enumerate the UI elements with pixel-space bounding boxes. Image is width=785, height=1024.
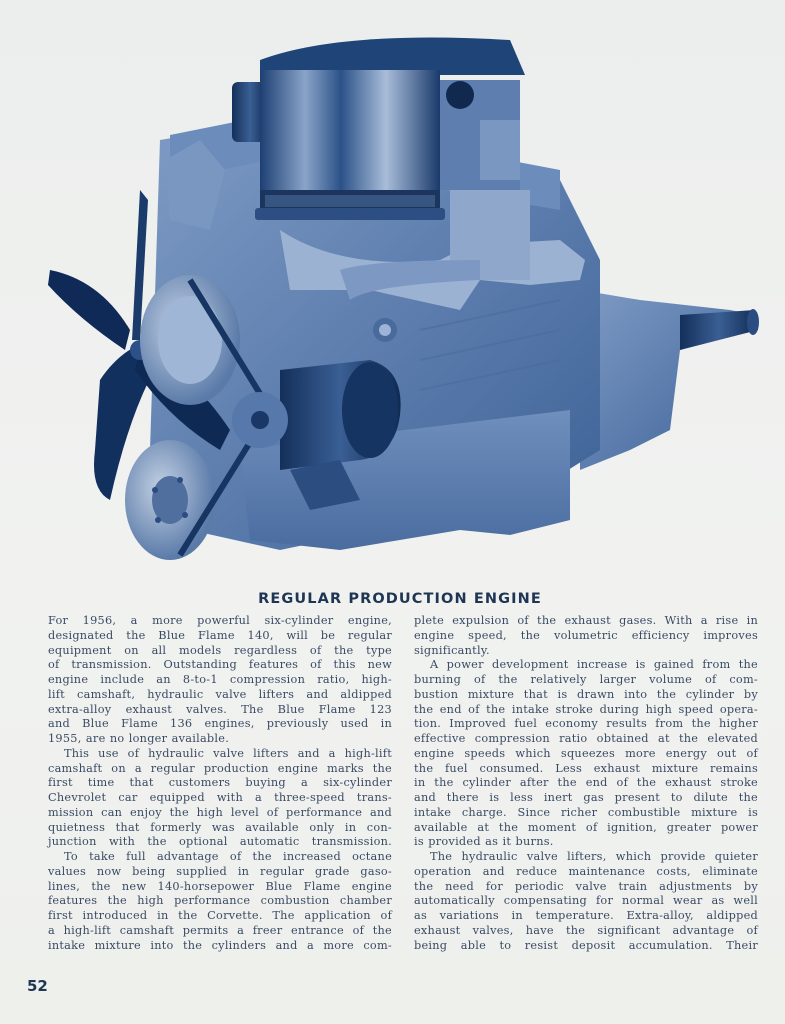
text-line: This use of hydraulic valve lifters and a high-lift (64, 746, 392, 760)
text-line: engine speeds which squeezes more energy out of (414, 746, 758, 760)
text-line: intake mixture into the cylinders and a more com- (48, 938, 392, 952)
text-line: operation and reduce maintenance costs, eliminate (414, 864, 758, 878)
text-line: is provided as it burns. (414, 835, 554, 849)
text-line: and there is less inert gas present to dilute the (414, 791, 758, 804)
text-line: To take full advantage of the increased octane (64, 850, 392, 863)
text-line: The hydraulic valve lifters, which provide quieter (430, 850, 758, 863)
page-number: 52 (27, 977, 48, 995)
text-line: extra-alloy exhaust valves. The Blue Flame 123 (48, 702, 392, 716)
text-line: tion. Improved fuel economy results from the higher (414, 717, 758, 731)
left-column (48, 614, 392, 953)
text-line: features the high performance combustion chamber (48, 894, 392, 908)
text-line: equipment on all models regardless of the type (48, 643, 392, 657)
text-line: junction with the optional automatic transmission. (48, 835, 392, 849)
text-line: A power development increase is gained from the (430, 658, 758, 672)
page-title: REGULAR PRODUCTION ENGINE (258, 591, 542, 607)
text-line: the end of the intake stroke during high speed opera- (414, 702, 758, 716)
text-line: 1955, are no longer available. (48, 732, 230, 745)
text-line: available at the moment of ignition, greater power (414, 820, 758, 834)
text-line: the fuel consumed. Less exhaust mixture remains (414, 761, 758, 775)
text-line: values now being supplied in regular grade gaso- (48, 864, 392, 878)
text-line: effective compression ratio obtained at the elevated (414, 732, 758, 745)
text-line: Chevrolet car equipped with a three-speed trans- (48, 791, 392, 804)
text-line: quietness that formerly was available only in con- (48, 820, 392, 834)
text-line: lines, the new 140-horsepower Blue Flame engine (48, 879, 392, 893)
text-line: lift camshaft, hydraulic valve lifters and aldipped (48, 687, 392, 701)
text-line: plete expulsion of the exhaust gases. With a rise in (414, 614, 758, 627)
text-line: of transmission. Outstanding features of this new (48, 658, 392, 672)
text-line: as variations in temperature. Extra-alloy, aldipped (414, 909, 758, 922)
text-line: For 1956, a more powerful six-cylinder engine, (48, 614, 392, 627)
text-line: mission can enjoy the high level of performance and (48, 805, 392, 819)
text-line: exhaust valves, have the significant advantage of (414, 923, 758, 937)
text-line: and Blue Flame 136 engines, previously used in (48, 717, 392, 731)
text-line: being able to resist deposit accumulation. Their (414, 938, 758, 952)
text-line: significantly. (414, 643, 490, 657)
text-line: first introduced in the Corvette. The application of (48, 909, 392, 922)
text-line: intake charge. Since richer combustible mixture is (414, 805, 758, 819)
text-line: first time that customers buying a six-cylinder (48, 776, 392, 790)
text-line: designated the Blue Flame 140, will be regular (48, 628, 392, 642)
text-line: burning of the relatively larger volume of com- (414, 673, 758, 686)
text-line: bustion mixture that is drawn into the cylinder by (414, 687, 758, 701)
text-line: engine include an 8-to-1 compression ratio, high- (48, 673, 392, 686)
engine-illustration (40, 30, 760, 570)
right-column (414, 614, 758, 953)
text-line: the need for periodic valve train adjustments by (414, 879, 758, 893)
text-line: camshaft on a regular production engine marks the (48, 761, 392, 775)
text-line: in the cylinder after the end of the exhaust stroke (414, 776, 758, 790)
text-line: automatically compensating for normal wear as well (414, 894, 758, 908)
text-line: engine speed, the volumetric efficiency improves (414, 628, 758, 642)
text-line: a high-lift camshaft permits a freer entrance of the (48, 923, 392, 937)
